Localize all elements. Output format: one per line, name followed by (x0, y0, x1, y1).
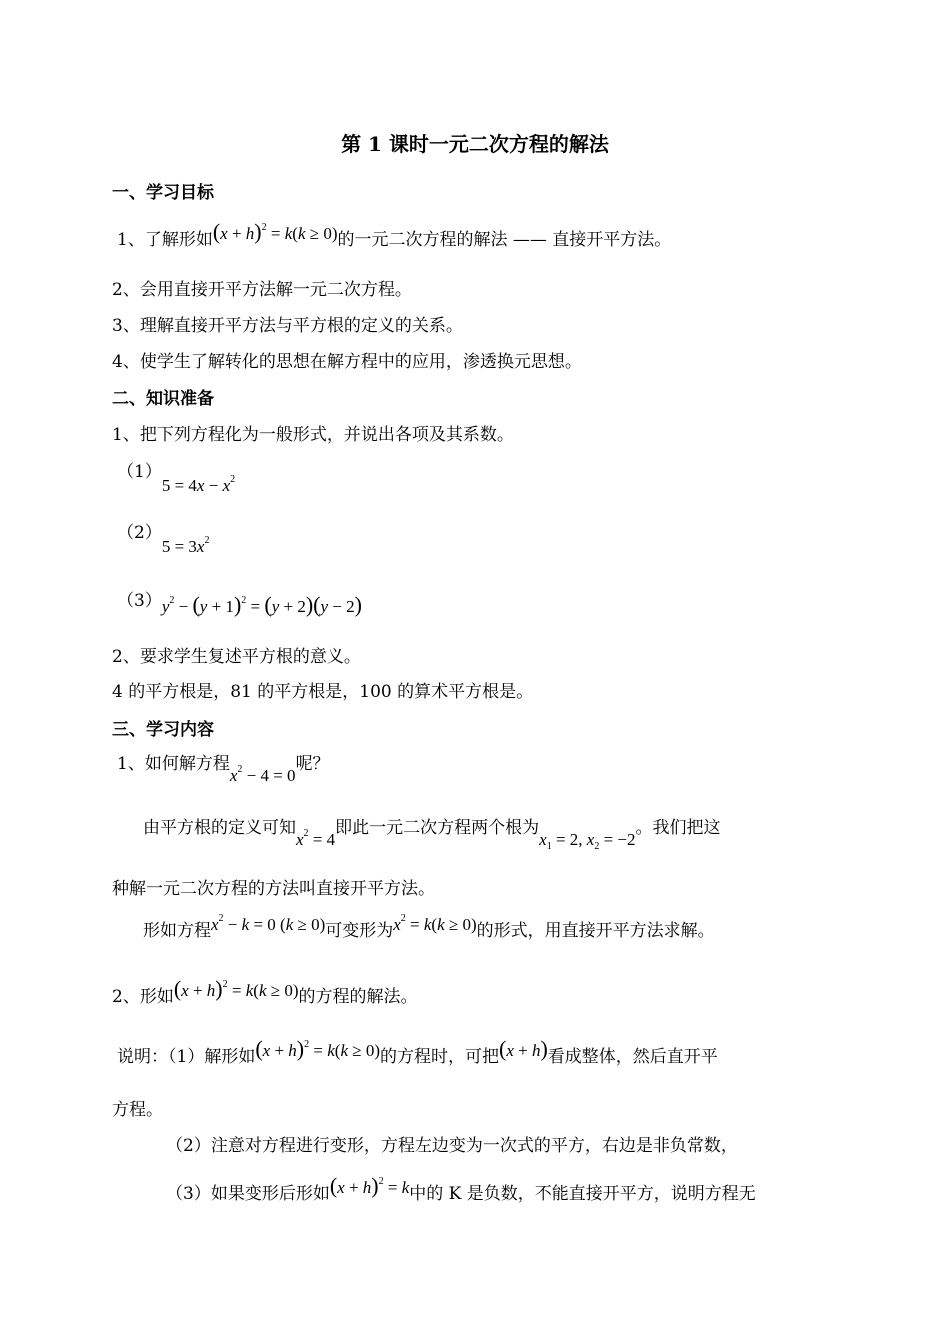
content-question-1-prefix: 1、如何解方程 (117, 754, 230, 774)
goal-item-2: 2、会用直接开平方法解一元二次方程。 (112, 280, 412, 300)
formula-xh-squared-k: $(x + h)^2 = k(k \ge 0)$ (212, 219, 338, 244)
prep-item-2: 2、要求学生复述平方根的意义。 (112, 647, 361, 667)
formula-x2-minus-4: $x^2 - 4 = 0$ (229, 764, 296, 785)
content-paragraph-2 (143, 913, 715, 943)
exercise-2 (117, 521, 210, 556)
formula-xh-squared-eq-k: $(x + h)^2 = k$ (329, 1173, 410, 1198)
section-heading-goals: 一、学习目标 (112, 183, 214, 203)
p2-part-b: 可变形为 (325, 921, 394, 941)
formula-xh-squared-k-2: $(x + h)^2 = k(k \ge 0)$ (173, 976, 299, 1001)
prep-item-1: 1、把下列方程化为一般形式，并说出各项及其系数。 (112, 425, 514, 445)
formula-x2-eq-k: $x^2 = k(k \ge 0)$ (393, 913, 477, 934)
goal-item-1 (117, 219, 672, 252)
note-1-part-a: 说明：（1）解形如 (117, 1047, 256, 1067)
note-1-part-b: 的方程时，可把 (379, 1047, 499, 1067)
content-question-1-suffix: 呢？ (295, 754, 330, 774)
note-1-continued: 方程。 (112, 1100, 163, 1120)
goal-item-1-suffix: 的一元二次方程的解法 —— 直接开平方法。 (337, 230, 672, 250)
exercise-2-label: （2） (117, 523, 162, 543)
note-1-part-c: 看成整体，然后直开平 (547, 1047, 718, 1067)
exercise-3-label: （3） (117, 591, 162, 611)
exercise-3 (117, 587, 362, 617)
exercise-1-label: （1） (117, 462, 162, 482)
p2-part-a: 形如方程 (143, 921, 211, 941)
content-paragraph-1-continued: 种解一元二次方程的方法叫直接开平方法。 (112, 879, 435, 899)
goal-item-4: 4、使学生了解转化的思想在解方程中的应用，渗透换元思想。 (112, 352, 582, 372)
note-3-part-b: 中的 K 是负数，不能直接开平方，说明方程无 (409, 1184, 756, 1204)
goal-item-1-prefix: 1、了解形如 (117, 230, 213, 250)
exercise-3-formula: $y^2 - (y + 1)^2 = (y + 2)(y - 2)$ (161, 592, 362, 617)
content-item-2-suffix: 的方程的解法。 (298, 987, 418, 1007)
section-heading-preparation: 二、知识准备 (112, 389, 214, 409)
exercise-1-formula: $5 = 4x - x^2$ (161, 474, 236, 495)
p1-part-b: 即此一元二次方程两个根为 (335, 818, 540, 838)
formula-xh-squared-k-3: $(x + h)^2 = k(k \ge 0)$ (255, 1036, 380, 1061)
p1-part-a: 由平方根的定义可知 (143, 818, 296, 838)
goal-item-3: 3、理解直接开平方法与平方根的定义的关系。 (112, 316, 463, 336)
content-paragraph-1 (143, 816, 721, 852)
formula-x2-minus-k: $x^2 - k = 0$ (k ≥ 0) (211, 913, 326, 934)
p2-part-c: 的形式，用直接开平方法求解。 (476, 921, 715, 941)
note-3-part-a: （3）如果变形后形如 (166, 1184, 330, 1204)
exercise-2-formula: $5 = 3x^2$ (161, 535, 210, 556)
note-3 (166, 1173, 756, 1206)
content-item-2 (112, 976, 418, 1009)
formula-roots: $x_1 = 2$, $x_2 = -2$ (539, 830, 636, 852)
content-question-1 (117, 752, 330, 785)
note-2: （2）注意对方程进行变形，方程左边变为一次式的平方，右边是非负常数， (166, 1136, 738, 1156)
exercise-1 (117, 460, 236, 495)
p1-part-c: 。我们把这 (635, 818, 721, 838)
section-heading-content: 三、学习内容 (112, 720, 214, 740)
prep-item-2-detail: 4 的平方根是，81 的平方根是，100 的算术平方根是。 (112, 682, 534, 702)
note-1 (117, 1036, 718, 1069)
formula-xh: (x + h) (498, 1036, 548, 1061)
content-item-2-prefix: 2、形如 (112, 987, 174, 1007)
page-title: 第 1 课时一元二次方程的解法 (341, 132, 609, 156)
formula-x2-eq-4: $x^2 = 4$ (296, 828, 336, 849)
